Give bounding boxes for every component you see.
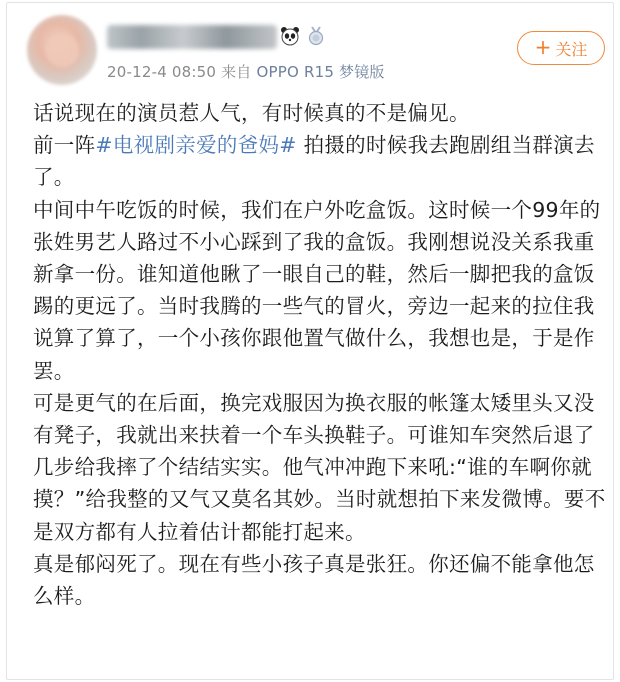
post-device-source[interactable]: OPPO R15 梦镜版 — [256, 63, 385, 81]
paragraph-text: 拍摄的时候我去跑剧组当群演去了。 — [33, 133, 595, 190]
post-paragraph: 中间中午吃饭的时候，我们在户外吃盒饭。这时候一个99年的张姓男艺人路过不小心踩到了我的盒饭。我刚想说没关系我重新拿一份。谁知道他瞅了一眼自己的鞋，然后一脚把我的盒饭踢的更远了。当时我腾的一些气的冒火，旁边一起来的拉住我说算了算了，一个小孩你跟他置气做什么，我想也是，于是作罢。 — [33, 197, 601, 383]
post-source-prefix: 来自 — [221, 63, 252, 81]
post-paragraph: 可是更气的在后面，换完戏服因为换衣服的帐篷太矮里头又没有凳子，我就出来扶着一个车头换鞋子。可谁知车突然后退了几步给我摔了个结结实实。他气冲冲跑下来吼:“谁的车啊你就摸？”给我整的又气又莫名其妙。当时就想拍下来发微博。要不是双方都有人拉着估计都能打起来。 — [33, 390, 606, 544]
username-blurred[interactable] — [107, 25, 277, 49]
follow-label: 关注 — [555, 39, 588, 59]
medal-icon — [305, 25, 327, 47]
post-paragraph: 话说现在的演员惹人气，有时候真的不是偏见。 — [33, 101, 470, 125]
follow-button[interactable] — [517, 31, 605, 65]
paragraph-text: 前一阵 — [33, 133, 96, 158]
plus-icon: + — [534, 35, 552, 59]
topic-hashtag-link[interactable]: #电视剧亲爱的爸妈# — [95, 133, 297, 158]
weibo-post-card — [6, 2, 614, 680]
panda-icon — [279, 25, 301, 47]
post-paragraph: 真是郁闷死了。现在有些小孩子真是张狂。你还偏不能拿他怎么样。 — [33, 551, 595, 609]
user-avatar[interactable] — [27, 15, 97, 85]
post-date: 20-12-4 08:50 — [107, 63, 217, 81]
avatar-blurred-face — [45, 33, 79, 67]
post-meta — [107, 61, 385, 82]
post-body — [33, 97, 607, 612]
post-paragraph — [33, 129, 607, 193]
